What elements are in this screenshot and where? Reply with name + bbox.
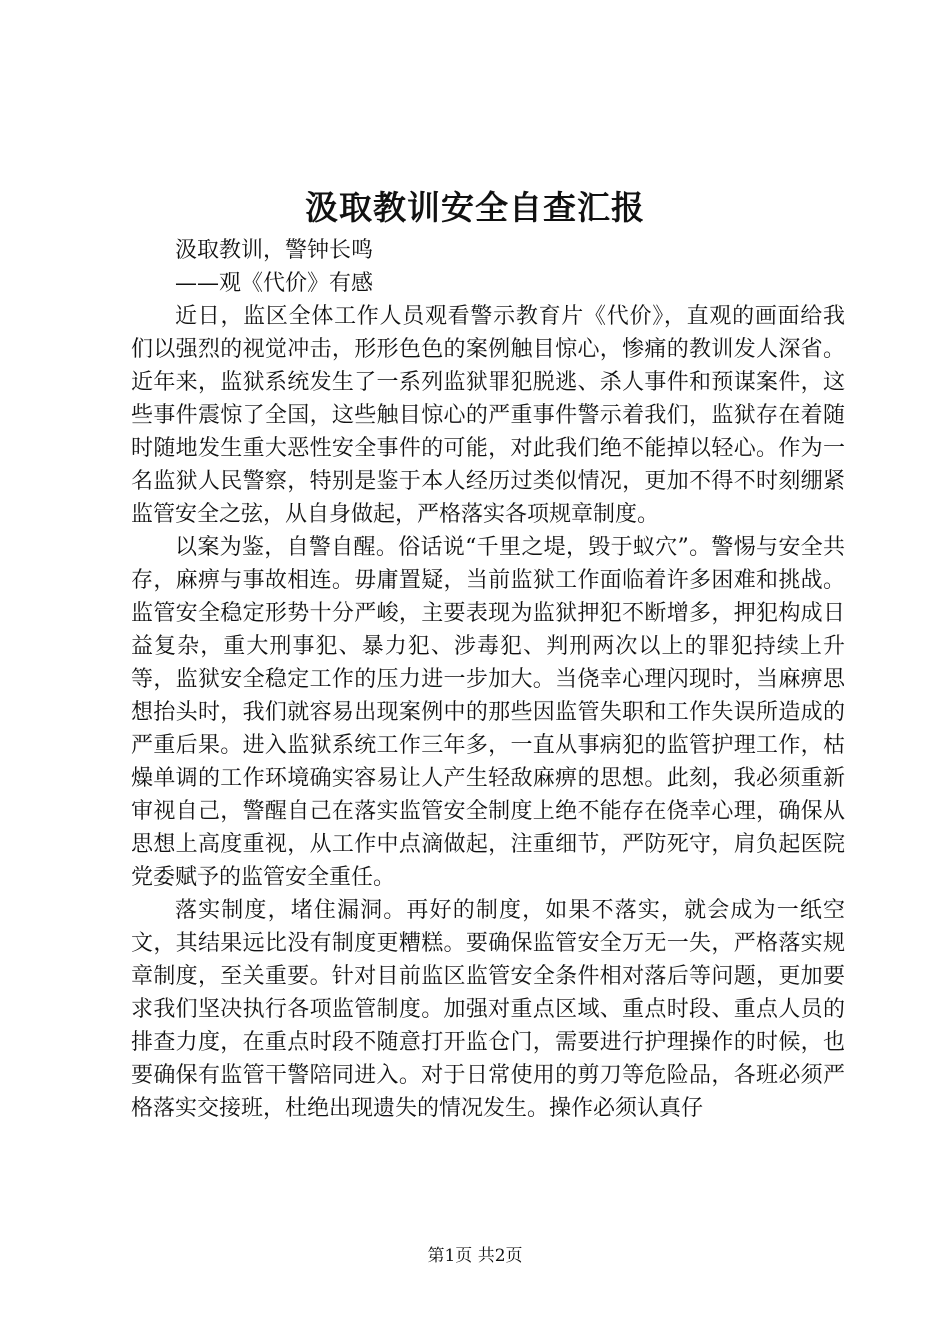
paragraph: 落实制度，堵住漏洞。再好的制度，如果不落实，就会成为一纸空文，其结果远比没有制度更糟糕。要确保监管安全万无一失，严格落实规章制度，至关重要。针对目前监区监管安全条件相对落后等问题，更加要求我们坚决执行各项监管制度。加强对重点区域、重点时段、重点人员的排查力度，在重点时段不随意打开监仓门，需要进行护理操作的时候，也要确保有监管干警陪同进入。对于日常使用的剪刀等危险品，各班必须严格落实交接班，杜绝出现遗失的情况发生。操作必须认真仔	[131, 898, 845, 1121]
paragraph: 以案为鉴，自警自醒。俗话说“千里之堤，毁于蚁穴”。警惕与安全共存，麻痹与事故相连。毋庸置疑，当前监狱工作面临着许多困难和挑战。监管安全稳定形势十分严峻，主要表现为监狱押犯不断增多，押犯构成日益复杂，重大刑事犯、暴力犯、涉毒犯、判刑两次以上的罪犯持续上升等，监狱安全稳定工作的压力进一步加大。当侥幸心理闪现时，当麻痹思想抬头时，我们就容易出现案例中的那些因监管失职和工作失误所造成的严重后果。进入监狱系统工作三年多，一直从事病犯的监管护理工作，枯燥单调的工作环境确实容易让人产生轻敌麻痹的思想。此刻，我必须重新审视自己，警醒自己在落实监管安全制度上绝不能存在侥幸心理，确保从思想上高度重视，从工作中点滴做起，注重细节，严防死守，肩负起医院党委赋予的监管安全重任。	[131, 535, 845, 890]
document-body	[131, 234, 845, 1125]
page-footer: 第1页 共2页	[427, 1246, 523, 1266]
document-subheading: ——观《代价》有感	[175, 271, 374, 296]
document-title: 汲取教训安全自查汇报	[305, 188, 645, 227]
paragraph: 近日，监区全体工作人员观看警示教育片《代价》，直观的画面给我们以强烈的视觉冲击，形形色色的案例触目惊心，惨痛的教训发人深省。近年来，监狱系统发生了一系列监狱罪犯脱逃、杀人事件和预谋案件，这些事件震惊了全国，这些触目惊心的严重事件警示着我们，监狱存在着随时随地发生重大恶性安全事件的可能，对此我们绝不能掉以轻心。作为一名监狱人民警察，特别是鉴于本人经历过类似情况，更加不得不时刻绷紧监管安全之弦，从自身做起，严格落实各项规章制度。	[131, 304, 845, 527]
document-subtitle: 汲取教训，警钟长鸣	[175, 238, 374, 263]
